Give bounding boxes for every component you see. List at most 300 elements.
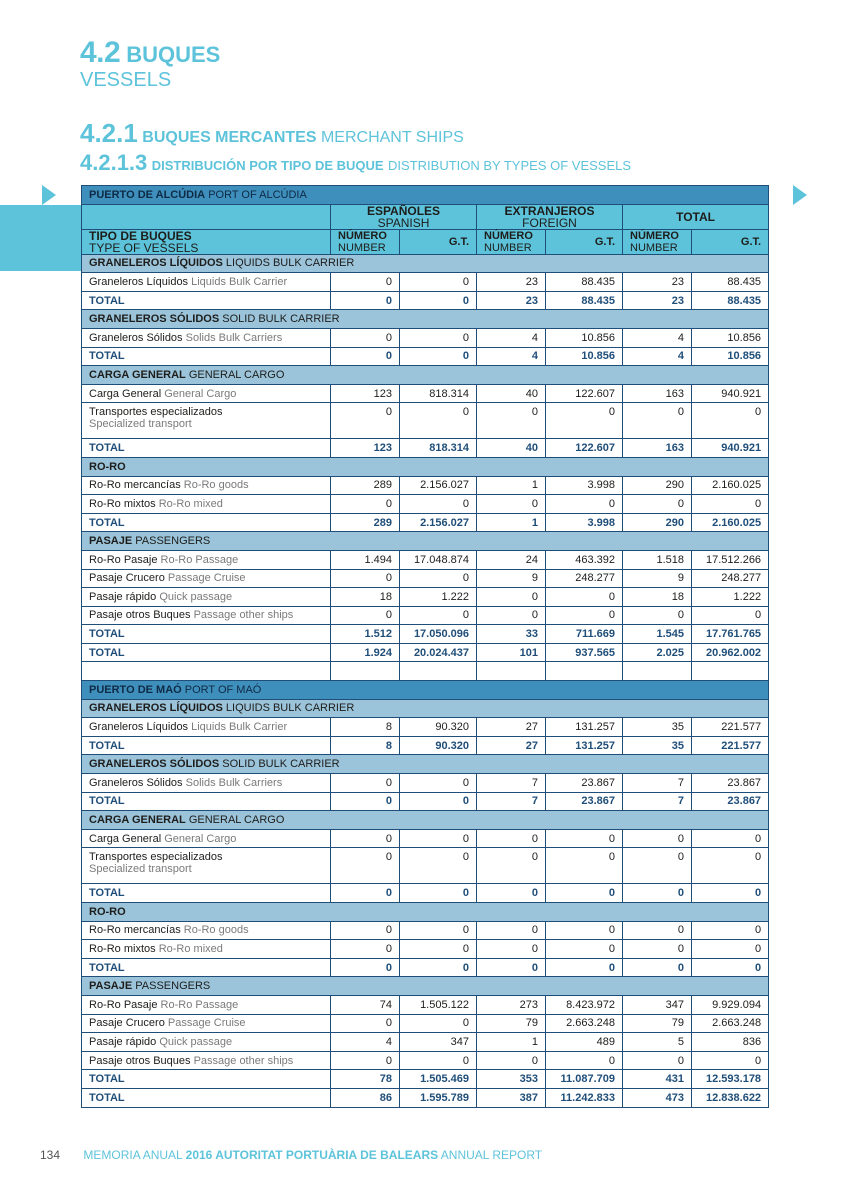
subtotal-label: TOTAL	[82, 736, 331, 755]
value-cell: 11.087.709	[546, 1070, 623, 1089]
value-cell: 0	[400, 1014, 477, 1033]
value-cell: 0	[546, 1051, 623, 1070]
value-cell: 1	[477, 1033, 546, 1052]
value-cell: 0	[546, 588, 623, 607]
value-cell: 18	[623, 588, 692, 607]
value-cell: 0	[477, 1051, 546, 1070]
triangle-right-icon	[793, 185, 807, 205]
value-cell: 0	[331, 1014, 400, 1033]
row-label-es: Pasaje rápido	[89, 590, 157, 603]
number-header-es: NÚMERO	[630, 229, 679, 242]
column-group-total	[623, 204, 769, 229]
value-cell: 9	[623, 569, 692, 588]
value-cell: 0	[477, 921, 546, 940]
row-label	[82, 774, 331, 793]
decorative-band	[0, 205, 82, 271]
value-cell: 10.856	[546, 347, 623, 366]
row-label-es: Transportes especializados	[89, 406, 223, 419]
value-cell: 18	[331, 588, 400, 607]
category-label	[82, 977, 769, 996]
subsection-heading	[80, 120, 464, 146]
value-cell: 1.545	[623, 625, 692, 644]
value-cell: 2.156.027	[400, 513, 477, 532]
row-label-en: Solids Bulk Carriers	[185, 776, 283, 789]
subtotal-label: TOTAL	[82, 792, 331, 811]
value-cell: 473	[623, 1088, 692, 1107]
row-label	[82, 476, 331, 495]
value-cell: 1.222	[400, 588, 477, 607]
value-cell: 12.838.622	[692, 1088, 769, 1107]
grand-total-label: TOTAL	[82, 1088, 331, 1107]
value-cell: 0	[400, 291, 477, 310]
value-cell: 2.156.027	[400, 476, 477, 495]
row-label	[82, 403, 331, 439]
value-cell: 23	[623, 291, 692, 310]
value-cell: 4	[477, 328, 546, 347]
category-label-en: LIQUIDS BULK CARRIER	[225, 702, 355, 715]
port-name-es: PUERTO DE ALCÚDIA	[89, 188, 206, 201]
value-cell: 0	[623, 940, 692, 959]
value-cell: 0	[331, 792, 400, 811]
value-cell: 123	[331, 439, 400, 458]
footer-post: ANNUAL REPORT	[440, 1148, 543, 1162]
row-label	[82, 273, 331, 292]
value-cell: 0	[331, 569, 400, 588]
category-label-es: PASAJE	[89, 535, 133, 548]
section-number: 4.2	[80, 36, 121, 69]
value-cell: 1.595.789	[400, 1088, 477, 1107]
row-label-es: Pasaje rápido	[89, 1035, 157, 1048]
subsection-title-es: BUQUES MERCANTES	[142, 129, 317, 146]
row-label	[82, 921, 331, 940]
subsection-title-en: MERCHANT SHIPS	[320, 129, 464, 146]
value-cell: 0	[546, 940, 623, 959]
value-cell: 24	[477, 550, 546, 569]
column-group-foreign-label-en: FOREIGN	[522, 215, 577, 230]
value-cell: 23	[623, 273, 692, 292]
value-cell: 33	[477, 625, 546, 644]
value-cell: 0	[400, 606, 477, 625]
port-name-es: PUERTO DE MAÓ	[89, 683, 182, 696]
category-label	[82, 811, 769, 830]
subtotal-label: TOTAL	[82, 625, 331, 644]
row-label	[82, 829, 331, 848]
value-cell: 0	[331, 606, 400, 625]
category-label	[82, 532, 769, 551]
gt-header: G.T.	[400, 229, 477, 254]
value-cell: 90.320	[400, 718, 477, 737]
spacer-cell	[400, 662, 477, 681]
vessels-table-body	[82, 186, 769, 1108]
value-cell: 8.423.972	[546, 995, 623, 1014]
row-label-en: Ro-Ro Passage	[160, 998, 239, 1011]
port-name	[82, 186, 769, 205]
value-cell: 101	[477, 643, 546, 662]
row-label-es: Pasaje otros Buques	[89, 609, 191, 622]
row-label-es: Ro-Ro Pasaje	[89, 998, 158, 1011]
value-cell: 0	[692, 606, 769, 625]
section-title-es: BUQUES	[126, 42, 221, 67]
page-number: 134	[40, 1148, 61, 1162]
number-header-en: NUMBER	[630, 241, 678, 254]
value-cell: 2.025	[623, 643, 692, 662]
table-row	[82, 384, 769, 403]
value-cell: 0	[331, 1051, 400, 1070]
table-row	[82, 774, 769, 793]
value-cell: 0	[546, 606, 623, 625]
value-cell: 86	[331, 1088, 400, 1107]
value-cell: 0	[477, 588, 546, 607]
value-cell: 1.494	[331, 550, 400, 569]
column-group-total-label: TOTAL	[676, 209, 715, 224]
triangle-left-icon	[42, 185, 56, 205]
category-label-es: CARGA GENERAL	[89, 814, 186, 827]
value-cell: 818.314	[400, 439, 477, 458]
column-header	[82, 229, 769, 254]
table-row	[82, 273, 769, 292]
row-label-en: Ro-Ro goods	[183, 479, 249, 492]
table-row	[82, 550, 769, 569]
value-cell: 23	[477, 291, 546, 310]
value-cell: 0	[623, 606, 692, 625]
row-label-en: Ro-Ro mixed	[158, 942, 223, 955]
table-row	[82, 1051, 769, 1070]
subtotal-label: TOTAL	[82, 291, 331, 310]
value-cell: 2.663.248	[546, 1014, 623, 1033]
column-group-foreign-label: EXTRANJEROS	[504, 203, 595, 218]
value-cell: 78	[331, 1070, 400, 1089]
value-cell: 0	[477, 848, 546, 884]
category-row	[82, 977, 769, 996]
table-row	[82, 1033, 769, 1052]
value-cell: 0	[331, 328, 400, 347]
value-cell: 290	[623, 513, 692, 532]
row-label-en: Passage other ships	[193, 1054, 294, 1067]
subtotal-label: TOTAL	[82, 513, 331, 532]
category-row	[82, 532, 769, 551]
value-cell: 88.435	[546, 273, 623, 292]
row-label-en: Passage Cruise	[167, 1017, 246, 1030]
value-cell: 20.962.002	[692, 643, 769, 662]
row-label-en: Ro-Ro Passage	[160, 553, 239, 566]
category-label-es: GRANELEROS SÓLIDOS	[89, 313, 220, 326]
column-group-spanish	[331, 204, 477, 229]
value-cell: 4	[623, 328, 692, 347]
value-cell: 0	[477, 495, 546, 514]
category-label-es: GRANELEROS LÍQUIDOS	[89, 257, 223, 270]
value-cell: 0	[623, 1051, 692, 1070]
grand-total-label: TOTAL	[82, 643, 331, 662]
value-cell: 7	[623, 774, 692, 793]
row-label-es: Graneleros Líquidos	[89, 721, 189, 734]
value-cell: 489	[546, 1033, 623, 1052]
value-cell: 40	[477, 384, 546, 403]
value-cell: 0	[331, 940, 400, 959]
section-heading	[80, 38, 220, 90]
value-cell: 2.663.248	[692, 1014, 769, 1033]
value-cell: 23.867	[546, 774, 623, 793]
row-label-en: General Cargo	[164, 387, 237, 400]
row-label-es: Ro-Ro mercancías	[89, 924, 181, 937]
port-header-row	[82, 681, 769, 700]
value-cell: 17.512.266	[692, 550, 769, 569]
subtotal-row	[82, 513, 769, 532]
row-label	[82, 1051, 331, 1070]
table-row	[82, 921, 769, 940]
gt-header: G.T.	[692, 229, 769, 254]
value-cell: 8	[331, 718, 400, 737]
vessels-table	[81, 185, 769, 1108]
table-row	[82, 829, 769, 848]
value-cell: 10.856	[546, 328, 623, 347]
value-cell: 0	[623, 495, 692, 514]
row-label-es: Ro-Ro Pasaje	[89, 553, 158, 566]
row-label	[82, 550, 331, 569]
value-cell: 0	[692, 829, 769, 848]
value-cell: 0	[546, 829, 623, 848]
row-label	[82, 940, 331, 959]
value-cell: 27	[477, 718, 546, 737]
category-label	[82, 699, 769, 718]
spacer-cell	[331, 662, 400, 681]
value-cell: 0	[692, 958, 769, 977]
table-row	[82, 403, 769, 439]
category-label-es: PASAJE	[89, 980, 133, 993]
value-cell: 3.998	[546, 513, 623, 532]
value-cell: 0	[692, 884, 769, 903]
subtotal-row	[82, 792, 769, 811]
value-cell: 90.320	[400, 736, 477, 755]
port-name	[82, 681, 769, 700]
value-cell: 79	[623, 1014, 692, 1033]
value-cell: 0	[400, 328, 477, 347]
value-cell: 937.565	[546, 643, 623, 662]
value-cell: 17.761.765	[692, 625, 769, 644]
category-row	[82, 366, 769, 385]
value-cell: 122.607	[546, 384, 623, 403]
row-label-en: Ro-Ro goods	[183, 924, 249, 937]
number-header	[331, 229, 400, 254]
value-cell: 221.577	[692, 736, 769, 755]
value-cell: 10.856	[692, 347, 769, 366]
value-cell: 123	[331, 384, 400, 403]
subtotal-row	[82, 884, 769, 903]
value-cell: 0	[477, 958, 546, 977]
row-label-en: General Cargo	[164, 832, 237, 845]
value-cell: 347	[623, 995, 692, 1014]
footer-mid: 2016 AUTORITAT PORTUÀRIA DE BALEARS	[185, 1148, 439, 1162]
category-row	[82, 903, 769, 922]
row-label	[82, 328, 331, 347]
value-cell: 0	[331, 495, 400, 514]
value-cell: 0	[477, 829, 546, 848]
value-cell: 2.160.025	[692, 513, 769, 532]
value-cell: 0	[331, 291, 400, 310]
table-row	[82, 1014, 769, 1033]
value-cell: 0	[400, 403, 477, 439]
value-cell: 0	[400, 273, 477, 292]
value-cell: 0	[400, 829, 477, 848]
row-label	[82, 569, 331, 588]
value-cell: 0	[477, 606, 546, 625]
value-cell: 0	[400, 848, 477, 884]
value-cell: 0	[692, 921, 769, 940]
table-row	[82, 995, 769, 1014]
value-cell: 0	[623, 848, 692, 884]
category-label	[82, 366, 769, 385]
footer-pre: MEMORIA ANUAL	[83, 1148, 183, 1162]
value-cell: 122.607	[546, 439, 623, 458]
value-cell: 0	[400, 940, 477, 959]
value-cell: 0	[331, 921, 400, 940]
value-cell: 88.435	[546, 291, 623, 310]
category-label-en: SOLID BULK CARRIER	[222, 758, 340, 771]
value-cell: 0	[331, 829, 400, 848]
category-label-es: RO-RO	[89, 460, 126, 473]
number-header	[623, 229, 692, 254]
type-header	[82, 229, 331, 254]
value-cell: 836	[692, 1033, 769, 1052]
table-row	[82, 569, 769, 588]
subtotal-label: TOTAL	[82, 347, 331, 366]
row-label-es: Graneleros Líquidos	[89, 275, 189, 288]
value-cell: 0	[692, 848, 769, 884]
value-cell: 0	[623, 884, 692, 903]
category-label-en: GENERAL CARGO	[188, 368, 285, 381]
value-cell: 79	[477, 1014, 546, 1033]
row-label-es: Ro-Ro mixtos	[89, 497, 156, 510]
value-cell: 940.921	[692, 439, 769, 458]
value-cell: 0	[331, 403, 400, 439]
table-row	[82, 476, 769, 495]
value-cell: 0	[546, 848, 623, 884]
number-header-en: NUMBER	[484, 241, 532, 254]
value-cell: 163	[623, 384, 692, 403]
value-cell: 248.277	[692, 569, 769, 588]
category-label	[82, 903, 769, 922]
row-label-en: Quick passage	[159, 1035, 233, 1048]
row-label-en: Specialized transport	[89, 863, 192, 876]
port-name-en: PORT OF ALCÚDIA	[208, 188, 307, 201]
value-cell: 0	[623, 403, 692, 439]
value-cell: 463.392	[546, 550, 623, 569]
value-cell: 0	[331, 958, 400, 977]
value-cell: 1.505.122	[400, 995, 477, 1014]
value-cell: 0	[400, 774, 477, 793]
value-cell: 88.435	[692, 291, 769, 310]
subtotal-row	[82, 291, 769, 310]
value-cell: 4	[477, 347, 546, 366]
row-label-en: Quick passage	[159, 590, 233, 603]
value-cell: 0	[331, 347, 400, 366]
value-cell: 0	[400, 1051, 477, 1070]
subtotal-label: TOTAL	[82, 958, 331, 977]
value-cell: 40	[477, 439, 546, 458]
value-cell: 0	[331, 273, 400, 292]
row-label-es: Pasaje Crucero	[89, 572, 165, 585]
value-cell: 7	[477, 774, 546, 793]
column-group-header	[82, 204, 769, 229]
column-group-spanish-label-en: SPANISH	[377, 215, 430, 230]
row-label-es: Ro-Ro mixtos	[89, 942, 156, 955]
value-cell: 1.512	[331, 625, 400, 644]
category-label	[82, 254, 769, 273]
subsubsection-heading	[80, 152, 631, 174]
category-row	[82, 755, 769, 774]
category-label-en: PASSENGERS	[135, 535, 211, 548]
spacer-cell	[546, 662, 623, 681]
category-label	[82, 755, 769, 774]
value-cell: 7	[477, 792, 546, 811]
value-cell: 5	[623, 1033, 692, 1052]
category-label	[82, 457, 769, 476]
subtotal-row	[82, 439, 769, 458]
value-cell: 818.314	[400, 384, 477, 403]
value-cell: 290	[623, 476, 692, 495]
value-cell: 7	[623, 792, 692, 811]
value-cell: 9	[477, 569, 546, 588]
value-cell: 1.924	[331, 643, 400, 662]
value-cell: 23.867	[692, 774, 769, 793]
gt-header: G.T.	[546, 229, 623, 254]
column-group-spanish-label: ESPAÑOLES	[366, 203, 441, 218]
value-cell: 10.856	[692, 328, 769, 347]
row-label-es: Pasaje otros Buques	[89, 1054, 191, 1067]
value-cell: 1	[477, 476, 546, 495]
page-footer	[40, 1148, 542, 1162]
number-header-en: NUMBER	[338, 241, 386, 254]
row-label-en: Liquids Bulk Carrier	[191, 275, 288, 288]
number-header-es: NÚMERO	[484, 229, 533, 242]
category-label-es: RO-RO	[89, 905, 126, 918]
subtotal-label: TOTAL	[82, 1070, 331, 1089]
value-cell: 711.669	[546, 625, 623, 644]
value-cell: 0	[400, 347, 477, 366]
subtotal-label: TOTAL	[82, 884, 331, 903]
table-row	[82, 718, 769, 737]
header-blank-cell	[82, 204, 331, 229]
spacer-row	[82, 662, 769, 681]
value-cell: 1.505.469	[400, 1070, 477, 1089]
row-label	[82, 384, 331, 403]
value-cell: 0	[400, 884, 477, 903]
row-label	[82, 495, 331, 514]
row-label-en: Specialized transport	[89, 418, 192, 431]
category-label-es: GRANELEROS LÍQUIDOS	[89, 702, 223, 715]
row-label-es: Ro-Ro mercancías	[89, 479, 181, 492]
subtotal-label: TOTAL	[82, 439, 331, 458]
table-row	[82, 606, 769, 625]
category-label-en: SOLID BULK CARRIER	[222, 313, 340, 326]
section-title-en: VESSELS	[80, 69, 172, 91]
value-cell: 273	[477, 995, 546, 1014]
row-label-es: Graneleros Sólidos	[89, 776, 183, 789]
value-cell: 0	[477, 884, 546, 903]
value-cell: 0	[400, 958, 477, 977]
value-cell: 0	[546, 958, 623, 977]
value-cell: 23	[477, 273, 546, 292]
value-cell: 0	[692, 1051, 769, 1070]
category-label-es: CARGA GENERAL	[89, 368, 186, 381]
subsection-number: 4.2.1	[80, 118, 138, 148]
subtotal-row	[82, 736, 769, 755]
row-label-en: Passage Cruise	[167, 572, 246, 585]
grand-total-row	[82, 1088, 769, 1107]
value-cell: 88.435	[692, 273, 769, 292]
row-label-es: Graneleros Sólidos	[89, 331, 183, 344]
row-label	[82, 1033, 331, 1052]
value-cell: 17.048.874	[400, 550, 477, 569]
